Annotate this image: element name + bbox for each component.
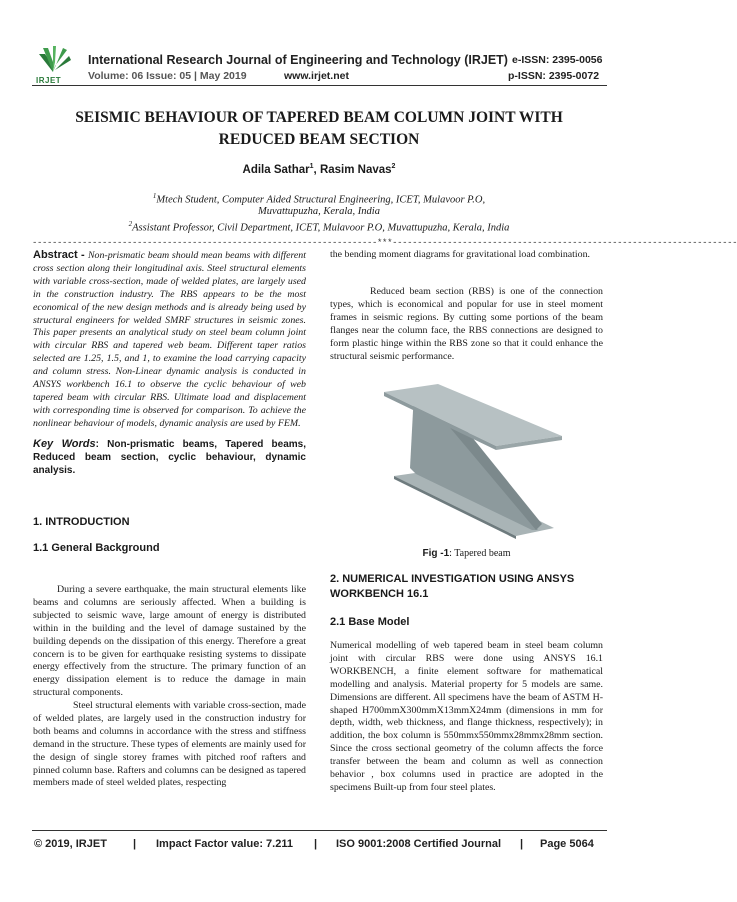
figure-label: Fig -1: [422, 548, 450, 559]
journal-name: International Research Journal of Engineering and Technology (IRJET): [88, 53, 508, 67]
header-divider: [32, 85, 607, 86]
right-paragraph-2: Reduced beam section (RBS) is one of the connection types, which is economical and popular for use in steel moment frames in seismic regions. By cutting some portions of the beam flanges near the column face, the RBS connections are designed to form plastic hinge within the RBS zone so that it could enhance the structural seismic performance.: [330, 286, 603, 362]
authors: [40, 163, 598, 176]
paper-title: [40, 107, 598, 151]
footer-divider-3: |: [520, 838, 524, 850]
right-paragraph-1: the bending moment diagrams for gravitational load combination.: [330, 249, 590, 260]
figure-caption: [330, 548, 603, 559]
footer-divider-2: |: [314, 838, 318, 850]
base-model-paragraph: Numerical modelling of web tapered beam in steel beam column joint with circular RBS were done using ANSYS 16.1 WORKBENCH, a finite element software for mathematical modelling and analysis. Material property for 5 models are same. Dimensions are different. All specimens have the beam of ASTM H-shaped H700mmX300mmX13mmX24mm (dimensions in mm for depth, width, web thickness, and flange thickness, respectively); in addition, the box column is 550mmx550mmx28mmx28mm section. Since the cross sectional geometry of the column affects the force transfer between the beam and column as well as connection behavior , box columns used in practice are adopted in the specimens Built-up from four steel plates.: [330, 640, 603, 793]
affiliation-2-sup: 2: [128, 220, 133, 228]
affiliation-1-line-1: Mtech Student, Computer Aided Structural Engineering, ICET, Mulavoor P.O,: [156, 194, 486, 206]
figure-caption-text: : Tapered beam: [449, 548, 511, 559]
section-1-1-heading: 1.1 General Background: [33, 542, 160, 554]
tapered-beam-illustration: [376, 378, 566, 538]
abstract-label: Abstract -: [33, 249, 88, 261]
footer-divider-1: |: [133, 838, 137, 850]
author-1: Adila Sathar: [242, 163, 310, 176]
keywords-label: Key Words: [33, 438, 96, 450]
p-issn: p-ISSN: 2395-0072: [508, 70, 600, 82]
logo-text: IRJET: [36, 76, 62, 85]
affiliation-2-text: Assistant Professor, Civil Department, ICET, Mulavoor P.O, Muvattupuzha, Kerala, India: [132, 222, 510, 234]
section-2-1-heading: 2.1 Base Model: [330, 616, 410, 628]
intro-paragraph-2: Steel structural elements with variable cross-section, made of welded plates, are largely used in the construction industry for both beams and columns in accordance with the stress and stiffness demand in the structure. These types of elements are mainly used for the design of single storey frames with pitched roof rafters and pinned column base. Rafters and columns can be designed as tapered members made of steel welded plates, respecting: [33, 700, 306, 789]
keywords: [33, 438, 306, 477]
affiliation-1: [60, 192, 578, 206]
footer-page-number: Page 5064: [540, 838, 594, 850]
author-1-sup: 1: [309, 163, 314, 170]
title-line-1: SEISMIC BEHAVIOUR OF TAPERED BEAM COLUMN JOINT WITH: [75, 109, 563, 126]
abstract: [33, 249, 306, 431]
footer-iso: ISO 9001:2008 Certified Journal: [336, 838, 502, 850]
abstract-text: Non-prismatic beam should mean beams with different cross section along their longitudinal axis. Steel structural elements with variable cross-section, made of welded plates, are largely used in the construction industry. The RBS appears to be the most economical of the new design methods and is already being used by structural engineers for welded SMRF structures in seismic zones. This paper presents an analytical study on steel beam column joint with circular RBS and tapered web beam. Different taper ratios selected are 1.25, 1.5, and 1, to examine the load carrying capacity and column stress. Non-Linear dynamic analysis is conducted in ANSYS workbench 16.1 to observe the cyclic behaviour of web tapered beam with circular RBS. Ultimate load and displacement with corresponding time is observed for comparison. To achieve the nonlinear behaviour of models, dynamic analysis are used by FEM.: [33, 250, 306, 429]
section-1-heading: 1. INTRODUCTION: [33, 516, 130, 528]
e-issn: e-ISSN: 2395-0056: [512, 54, 603, 66]
section-2-heading: 2. NUMERICAL INVESTIGATION USING ANSYS WORKBENCH 16.1: [330, 573, 575, 600]
footer-impact-factor: Impact Factor value: 7.211: [156, 838, 293, 850]
affiliation-2: [60, 220, 578, 234]
author-2-sup: 2: [391, 163, 396, 170]
footer-divider: [32, 830, 607, 831]
section-separator: ---------------------------------------------------------------------***---------------------------------------------------------------------: [32, 238, 737, 248]
footer-copyright: © 2019, IRJET: [34, 838, 107, 850]
journal-volume: Volume: 06 Issue: 05 | May 2019: [88, 70, 247, 82]
title-line-2: REDUCED BEAM SECTION: [218, 131, 420, 148]
keywords-text: Non-prismatic beams, Tapered beams, Reduced beam section, cyclic behaviour, dynamic analysis.: [33, 439, 306, 476]
affiliation-1-sup: 1: [152, 192, 157, 200]
intro-paragraph-1: During a severe earthquake, the main structural elements like beams and columns are seriously affected. When a building is subjected to seismic wave, large amount of energy is distributed within in the building and the level of damage sustained by the building depends on the dissipation of this energy. Therefore a great concern is to be given for earthquake resisting systems to dissipate energy effectively from the structure. The primary function of an energy dissipation element is to reduce the damage in main structural components.: [33, 584, 306, 699]
affiliation-1-line-2: Muvattupuzha, Kerala, India: [258, 206, 380, 217]
author-separator: ,: [313, 163, 320, 176]
journal-website[interactable]: www.irjet.net: [284, 70, 349, 82]
author-2: Rasim Navas: [319, 163, 392, 176]
keywords-colon: :: [95, 439, 99, 450]
